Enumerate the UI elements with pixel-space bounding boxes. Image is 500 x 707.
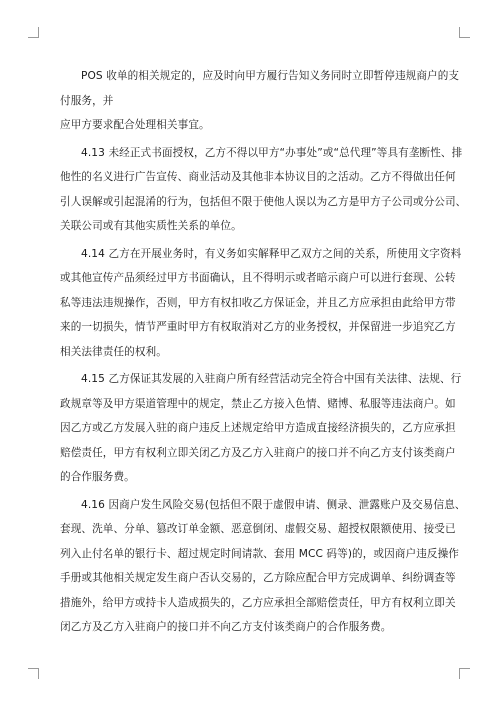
text-line: POS 收单的相关规定的，应及时向甲方履行告知义务同时立即暂停违规商户的支: [81, 70, 460, 82]
paragraph-clause-4-16: [60, 493, 466, 640]
text-line: 4.16 因商户发生风险交易(包括但不限于虚假申请、侧录、泄露账户及交易信息、: [81, 498, 466, 511]
text-line: 列入止付名单的银行卡、超过规定时间请款、套用 MCC 码等)的，或因商户违反操作: [60, 547, 459, 560]
text-line: 的合作服务费。: [60, 471, 135, 483]
paragraph-clause-4-13: [60, 141, 467, 239]
document-body: [60, 64, 467, 640]
text-line: 4.15 乙方保证其发展的入驻商户所有经营活动完全符合中国有关法律、法规、行: [81, 373, 462, 385]
text-line: 付服务，并: [60, 94, 114, 107]
text-line: 来的一切损失，情节严重时甲方有权取消对乙方的业务授权，并保留进一步追究乙方: [60, 321, 456, 333]
text-line: 政规章等及甲方渠道管理中的规定，禁止乙方接入色情、赌博、私服等违法商户。如: [60, 397, 456, 410]
text-line: 措施外，给甲方或持卡人造成损失的，乙方应承担全部赔偿责任，甲方有权利立即关: [60, 596, 456, 609]
paragraph-clause-4-14: [60, 242, 462, 365]
text-line: 相关法律责任的权利。: [60, 345, 167, 358]
text-line: 应甲方要求配合处理相关事宜。: [60, 119, 210, 131]
text-line: 闭乙方及乙方入驻商户的接口并不向乙方支付该类商户的合作服务费。: [60, 621, 392, 633]
text-line: 赔偿责任，甲方有权利立即关闭乙方及乙方入驻商户的接口并不向乙方支付该类商户: [60, 446, 456, 459]
text-line: 他性的名义进行广告宣传、商业活动及其他非本协议目的之活动。乙方不得做出任何: [60, 171, 456, 183]
paragraph-clause-4-15: [60, 367, 462, 490]
crop-mark-top-left: [28, 27, 39, 38]
text-line: 私等违法违规操作，否则，甲方有权扣收乙方保证金，并且乙方应承担由此给甲方带: [60, 296, 456, 309]
paragraph-cooperate: [60, 113, 440, 138]
text-line: 引人误解或引起混淆的行为，包括但不限于使他人误以为乙方是甲方子公司或分公司、: [60, 195, 467, 208]
text-line: 套现、洗单、分单、篡改订单金额、恶意倒闭、虚假交易、超授权限额使用、接受已: [60, 523, 456, 535]
paragraph-intro: [60, 64, 460, 113]
crop-mark-bottom-left: [28, 668, 39, 679]
crop-mark-top-right: [459, 27, 470, 38]
crop-mark-bottom-right: [459, 668, 470, 679]
text-line: 或其他宣传产品须经过甲方书面确认，且不得明示或者暗示商户可以进行套现、公转: [60, 272, 456, 284]
text-line: 因乙方或乙方发展入驻的商户违反上述规定给甲方造成直接经济损失的，乙方应承担: [60, 422, 456, 434]
text-line: 4.13 未经正式书面授权，乙方不得以甲方“办事处”或“总代理”等具有垄断性、排: [81, 146, 463, 159]
text-line: 4.14 乙方在开展业务时，有义务如实解释甲乙双方之间的关系，所使用文字资料: [81, 247, 462, 260]
text-line: 关联公司或有其他实质性关系的单位。: [60, 220, 242, 232]
text-line: 手册或其他相关规定发生商户否认交易的，乙方除应配合甲方完成调单、纠纷调查等: [60, 572, 456, 584]
